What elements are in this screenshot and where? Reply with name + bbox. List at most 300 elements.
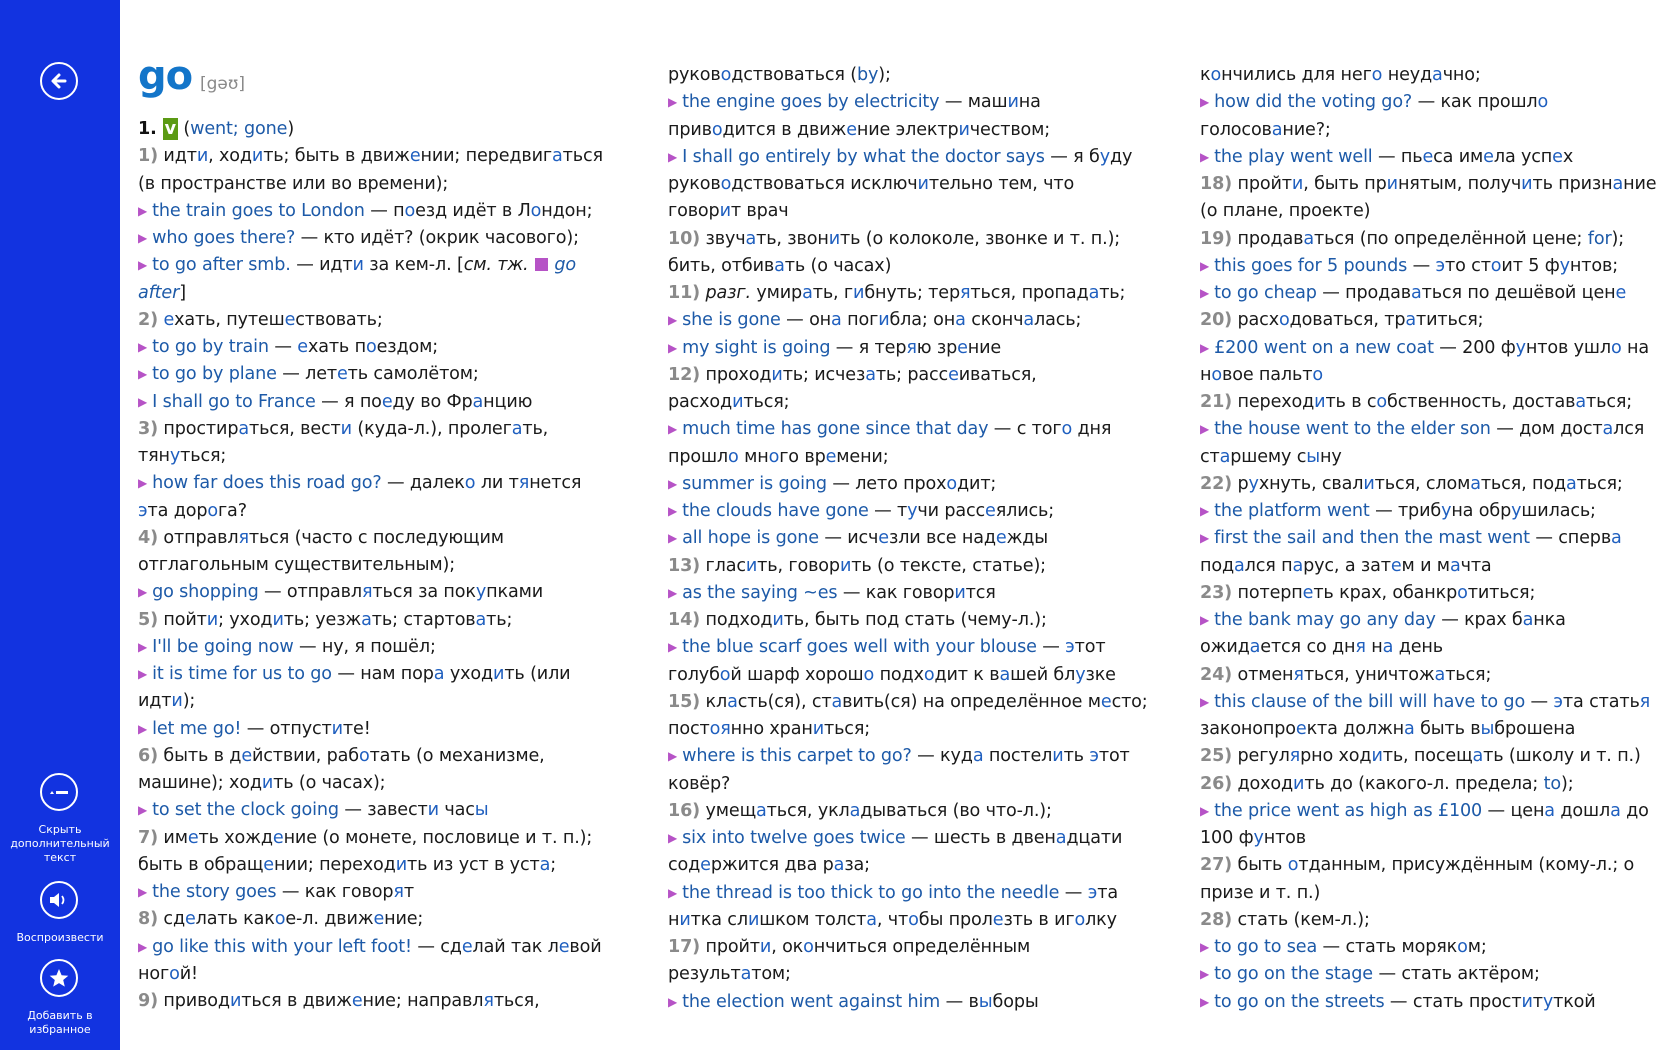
translation-text: быть bbox=[1232, 855, 1288, 876]
stress-vowel: е bbox=[351, 991, 363, 1011]
stress-vowel: о bbox=[711, 119, 723, 140]
stress-vowel: э bbox=[1089, 746, 1099, 767]
translation-text: ть (о колоколе, звонке и т. п.); bbox=[840, 228, 1121, 249]
stress-vowel: е bbox=[995, 528, 1007, 549]
translation-text: иваться, bbox=[958, 364, 1037, 385]
example-link[interactable]: the bank may go any day bbox=[1214, 610, 1436, 630]
example-marker-icon: ▶ bbox=[138, 394, 148, 409]
article-line bbox=[1200, 798, 1649, 825]
translation-text: идт bbox=[138, 691, 172, 712]
article-column-1 bbox=[138, 0, 648, 1050]
translation-text: ться, слом bbox=[1374, 473, 1471, 494]
stress-vowel: и bbox=[732, 392, 744, 412]
translation-text: — как говор bbox=[276, 882, 394, 902]
example-marker-icon: ▶ bbox=[1200, 286, 1210, 300]
translation-text: ние bbox=[967, 337, 1002, 358]
translation-text: ть из уст в уст bbox=[407, 854, 540, 875]
article-line bbox=[1200, 89, 1548, 116]
translation-text: к bbox=[1200, 65, 1211, 85]
example-marker-icon: ▶ bbox=[668, 640, 678, 655]
article-line bbox=[668, 553, 1046, 580]
example-marker-icon: ▶ bbox=[668, 313, 678, 328]
example-link[interactable]: how did the voting go? bbox=[1214, 92, 1413, 113]
example-marker-icon: ▶ bbox=[1200, 803, 1210, 818]
translation-text: умир bbox=[750, 283, 803, 303]
example-link[interactable]: the house went to the elder son bbox=[1214, 419, 1491, 440]
sense-number: 21) bbox=[1200, 392, 1233, 412]
stress-vowel: е bbox=[381, 391, 393, 412]
sense-number: 12) bbox=[668, 364, 701, 385]
translation-text: сд bbox=[157, 909, 185, 930]
translation-text: шком толст bbox=[759, 909, 867, 930]
example-link[interactable]: I'll be going now bbox=[152, 636, 294, 657]
stress-vowel: о bbox=[1457, 582, 1468, 603]
stress-vowel: о bbox=[274, 909, 286, 930]
translation-text: законопро bbox=[1200, 719, 1296, 739]
example-link[interactable]: the thread is too thick to go into the needle bbox=[682, 882, 1060, 903]
translation-text: , ок bbox=[771, 937, 804, 957]
translation-text: сконч bbox=[965, 310, 1024, 331]
stress-vowel: э bbox=[1065, 637, 1075, 658]
translation-text: сод bbox=[668, 855, 701, 876]
example-marker-icon: ▶ bbox=[138, 231, 148, 245]
article-line bbox=[668, 144, 1132, 171]
translation-text: доваться, тр bbox=[1289, 310, 1406, 331]
translation-text: на bbox=[1018, 92, 1041, 113]
stress-vowel: а bbox=[740, 964, 752, 985]
example-link[interactable]: this clause of the bill will have to go bbox=[1214, 691, 1526, 712]
stress-vowel: е bbox=[187, 827, 199, 848]
stress-vowel: о bbox=[404, 200, 416, 221]
translation-text: лать как bbox=[195, 909, 275, 930]
stress-vowel: у bbox=[1075, 664, 1086, 685]
stress-vowel: я bbox=[1639, 691, 1651, 712]
sense-number: 1) bbox=[138, 146, 158, 167]
example-link[interactable]: the price went as high as £100 bbox=[1214, 800, 1483, 821]
stress-vowel: я bbox=[518, 473, 530, 494]
translation-text: — bbox=[268, 337, 298, 357]
article-column-3 bbox=[1200, 0, 1680, 1050]
article-line bbox=[1200, 117, 1331, 144]
stress-vowel: а bbox=[1404, 719, 1415, 739]
translation-text: дцати bbox=[1066, 828, 1123, 848]
translation-text: ; уход bbox=[218, 609, 273, 630]
example-marker-icon: ▶ bbox=[668, 885, 678, 900]
translation-text: бнуть; тер bbox=[864, 283, 960, 303]
example-link[interactable]: as the saying ~es bbox=[682, 582, 838, 603]
translation-text: сто; bbox=[1111, 691, 1148, 712]
article-line bbox=[668, 89, 1041, 116]
translation-text: тот bbox=[1098, 746, 1130, 767]
translation-text: лся п bbox=[1244, 555, 1293, 576]
part-of-speech-badge[interactable]: v bbox=[164, 119, 176, 139]
translation-text: те! bbox=[342, 718, 371, 739]
stress-vowel: э bbox=[1087, 882, 1098, 903]
translation-text: проход bbox=[700, 364, 772, 385]
article-line bbox=[138, 770, 385, 797]
example-link[interactable]: to bbox=[1543, 773, 1562, 794]
stress-vowel: и bbox=[493, 664, 505, 684]
stress-vowel: е bbox=[1302, 582, 1314, 603]
translation-text: кта должн bbox=[1306, 719, 1405, 739]
stress-vowel: и bbox=[954, 582, 966, 603]
example-link[interactable]: £200 went on a new coat bbox=[1214, 337, 1434, 358]
example-marker-icon: ▶ bbox=[1200, 994, 1210, 1009]
translation-text: — завест bbox=[338, 800, 428, 821]
example-link[interactable]: the blue scarf goes well with your blouse bbox=[682, 637, 1037, 658]
translation-text: — т bbox=[868, 501, 908, 521]
stress-vowel: е bbox=[336, 364, 348, 385]
article-line bbox=[138, 825, 592, 852]
example-marker-icon: ▶ bbox=[138, 721, 148, 736]
article-line bbox=[138, 307, 383, 334]
article-line bbox=[138, 879, 414, 906]
sense-number: 18) bbox=[1200, 174, 1233, 194]
stress-vowel: е bbox=[825, 446, 837, 467]
example-link[interactable]: to go to sea bbox=[1214, 937, 1318, 957]
example-link[interactable]: all hope is gone bbox=[682, 528, 819, 549]
stress-vowel: и bbox=[679, 909, 691, 930]
translation-text: подх bbox=[874, 664, 924, 685]
example-link[interactable]: my sight is going bbox=[682, 337, 831, 358]
translation-text: ние; bbox=[384, 909, 424, 930]
stress-vowel: а bbox=[1088, 283, 1100, 303]
article-line bbox=[138, 634, 436, 661]
article-line bbox=[1200, 307, 1483, 334]
translation-text: — bbox=[1525, 691, 1554, 712]
translation-text: быть в д bbox=[157, 745, 242, 766]
stress-vowel: а bbox=[1271, 119, 1283, 140]
translation-text: им bbox=[157, 827, 188, 848]
stress-vowel: у bbox=[1559, 255, 1570, 276]
article-line bbox=[138, 988, 540, 1015]
translation-text: , чт bbox=[876, 909, 909, 930]
translation-text: нется bbox=[529, 473, 582, 494]
translation-text: — сд bbox=[411, 936, 462, 957]
example-marker-icon: ▶ bbox=[668, 749, 678, 764]
translation-text: ли т bbox=[475, 473, 519, 494]
stress-vowel: а bbox=[1544, 800, 1555, 821]
example-link[interactable]: this goes for 5 pounds bbox=[1214, 255, 1408, 276]
article-line bbox=[668, 852, 870, 879]
sense-number: 17) bbox=[668, 937, 701, 957]
stress-vowel: е bbox=[184, 909, 196, 930]
stress-vowel: и bbox=[839, 555, 852, 576]
example-link[interactable]: to set the clock going bbox=[152, 800, 339, 821]
example-link[interactable]: I shall go entirely by what the doctor says bbox=[682, 146, 1045, 167]
example-marker-icon: ▶ bbox=[668, 476, 678, 491]
translation-text: машине); ход bbox=[138, 773, 262, 793]
translation-text: ние (о монете, пословице и т. п.); bbox=[283, 827, 593, 848]
translation-text: хать п bbox=[307, 337, 366, 357]
stress-vowel: а bbox=[831, 691, 843, 712]
example-link[interactable]: the story goes bbox=[152, 882, 277, 902]
translation-text: лась; bbox=[1034, 310, 1082, 331]
stress-vowel: а bbox=[1522, 610, 1534, 630]
article-line bbox=[1200, 716, 1575, 743]
translation-text: прошл bbox=[668, 446, 729, 467]
example-link[interactable]: she is gone bbox=[682, 310, 781, 331]
example-link[interactable]: first the sail and then the mast went bbox=[1214, 528, 1530, 549]
sense-number: 13) bbox=[668, 555, 701, 576]
example-link[interactable]: go shopping bbox=[152, 582, 259, 603]
stress-vowel: ы bbox=[1306, 446, 1321, 467]
stress-vowel: а bbox=[1219, 446, 1231, 467]
example-link[interactable]: to go after smb. bbox=[152, 255, 291, 276]
translation-text: ться; bbox=[1445, 664, 1492, 685]
translation-text: ться в движ bbox=[241, 991, 352, 1011]
add-favorite-label-line: избранное bbox=[29, 1023, 91, 1036]
article-line bbox=[138, 280, 186, 307]
example-marker-icon: ▶ bbox=[1200, 531, 1210, 546]
translation-text: потерп bbox=[1232, 582, 1303, 603]
example-link[interactable]: to go by train bbox=[152, 337, 269, 357]
translation-text: лся bbox=[1613, 419, 1645, 440]
article-line bbox=[138, 607, 512, 634]
stress-vowel: ы bbox=[1480, 719, 1495, 739]
translation-text: продав bbox=[1232, 228, 1304, 249]
stress-vowel: е bbox=[163, 309, 175, 330]
translation-text: ть (о часах) bbox=[784, 255, 892, 276]
example-link[interactable]: by bbox=[856, 65, 879, 85]
label-italic: см. тж. bbox=[463, 255, 529, 276]
stress-vowel: я bbox=[238, 527, 249, 548]
translation-text: ться, вест bbox=[248, 418, 341, 439]
translation-text: дствоваться ( bbox=[731, 65, 857, 85]
translation-text: — ну, я пошёл; bbox=[293, 636, 436, 657]
stress-vowel: е bbox=[1422, 146, 1434, 167]
example-link[interactable]: to go on the stage bbox=[1214, 964, 1373, 985]
translation-text: дошл bbox=[1554, 800, 1611, 821]
article-line bbox=[138, 498, 247, 525]
example-link[interactable]: much time has gone since that day bbox=[682, 419, 989, 440]
example-link[interactable]: how far does this road go? bbox=[152, 473, 382, 494]
stress-vowel: ы bbox=[474, 800, 489, 821]
translation-text: регул bbox=[1232, 746, 1290, 767]
translation-text: за; bbox=[844, 855, 870, 876]
example-link[interactable]: the election went against him bbox=[682, 991, 941, 1012]
example-link[interactable]: six into twelve goes twice bbox=[682, 828, 906, 848]
translation-text: ться; bbox=[1576, 473, 1623, 494]
stress-vowel: а bbox=[831, 310, 842, 331]
article-line bbox=[668, 989, 1039, 1016]
stress-vowel: а bbox=[727, 691, 738, 712]
sense-number: 19) bbox=[1200, 228, 1233, 249]
stress-vowel: о bbox=[1537, 92, 1549, 113]
translation-text: вить(ся) на определённое м bbox=[842, 691, 1101, 712]
stress-vowel: я bbox=[393, 882, 404, 902]
translation-text: ткой bbox=[1553, 991, 1596, 1012]
example-marker-icon: ▶ bbox=[1200, 967, 1210, 982]
stress-vowel: е bbox=[878, 528, 889, 549]
article-line bbox=[1200, 634, 1443, 661]
translation-text: ться; bbox=[180, 446, 227, 466]
article-line bbox=[668, 117, 1050, 144]
article-line bbox=[668, 226, 1120, 253]
stress-vowel: а bbox=[1382, 637, 1394, 658]
example-link[interactable]: the clouds have gone bbox=[682, 501, 869, 521]
translation-text: ть, быть под стать (чему-л.); bbox=[783, 610, 1047, 630]
translation-text: го вр bbox=[779, 446, 826, 467]
stress-vowel: я bbox=[959, 283, 971, 303]
example-link[interactable]: to go cheap bbox=[1214, 283, 1317, 303]
example-marker-icon: ▶ bbox=[668, 585, 678, 600]
article-line bbox=[1200, 553, 1492, 580]
cross-reference-icon bbox=[535, 258, 548, 271]
translation-text: ю зр bbox=[916, 337, 958, 358]
translation-text: том; bbox=[751, 964, 791, 985]
translation-text: прив bbox=[668, 119, 712, 140]
article-line bbox=[138, 579, 543, 606]
example-link[interactable]: the platform went bbox=[1214, 501, 1370, 521]
article-line bbox=[138, 334, 438, 361]
translation-text: расход bbox=[668, 392, 733, 412]
translation-text: — в bbox=[940, 991, 979, 1012]
translation-text: нтов bbox=[1263, 828, 1307, 848]
stress-vowel: а bbox=[552, 146, 563, 167]
stress-vowel: и bbox=[171, 691, 183, 712]
translation-text: (в пространстве или во времени); bbox=[138, 173, 449, 194]
article-line bbox=[1200, 743, 1641, 770]
stress-vowel: и bbox=[261, 773, 274, 793]
translation-text: постел bbox=[983, 746, 1053, 767]
stress-vowel: о bbox=[728, 446, 739, 467]
translation-text: ться (по определённой цене; bbox=[1314, 228, 1588, 249]
article-line bbox=[1200, 907, 1370, 934]
example-link[interactable]: who goes there? bbox=[152, 228, 296, 248]
stress-vowel: е bbox=[1483, 146, 1494, 167]
translation-text: чно; bbox=[1442, 65, 1481, 85]
example-link[interactable]: I shall go to France bbox=[152, 391, 316, 412]
translation-text: бственность, достав bbox=[1387, 392, 1576, 412]
translation-text: — идт bbox=[290, 255, 353, 276]
translation-text: — сперв bbox=[1529, 528, 1612, 549]
example-link[interactable]: went; gone bbox=[190, 119, 288, 139]
stress-vowel: я bbox=[1289, 746, 1301, 767]
translation-text: умещ bbox=[700, 800, 757, 821]
example-link[interactable]: the train goes to London bbox=[152, 200, 365, 221]
translation-text: шей бл bbox=[1010, 664, 1076, 685]
stress-vowel: ы bbox=[978, 991, 993, 1012]
sense-number: 16) bbox=[668, 800, 701, 821]
translation-text: день bbox=[1393, 637, 1443, 658]
stress-vowel: а bbox=[238, 418, 249, 439]
stress-vowel: о bbox=[720, 65, 732, 85]
translation-text: нка bbox=[1533, 610, 1566, 630]
translation-text: тка сл bbox=[690, 909, 748, 930]
translation-text: ть; стартов bbox=[371, 609, 476, 630]
translation-text: пками bbox=[486, 582, 543, 603]
stress-vowel: о bbox=[169, 963, 180, 984]
stress-vowel: е bbox=[948, 364, 959, 385]
stress-vowel: у bbox=[1441, 501, 1452, 521]
example-marker-icon: ▶ bbox=[668, 531, 678, 546]
example-link[interactable]: it is time for us to go bbox=[152, 664, 332, 684]
example-link[interactable]: summer is going bbox=[682, 473, 827, 494]
example-marker-icon: ▶ bbox=[1200, 258, 1210, 273]
example-link[interactable]: to go on the streets bbox=[1214, 991, 1385, 1012]
stress-vowel: а bbox=[1611, 528, 1622, 549]
example-link[interactable]: where is this carpet to go? bbox=[682, 746, 912, 767]
article-line bbox=[138, 198, 592, 225]
stress-vowel: и bbox=[1521, 991, 1533, 1012]
example-marker-icon: ▶ bbox=[138, 340, 148, 354]
cross-reference-link[interactable]: go bbox=[554, 255, 577, 276]
translation-text: ется со дн bbox=[1260, 637, 1356, 658]
example-marker-icon: ▶ bbox=[138, 803, 148, 818]
translation-text: ться (часто с последующим bbox=[248, 527, 504, 548]
example-marker-icon: ▶ bbox=[668, 340, 678, 355]
stress-vowel: у bbox=[907, 501, 918, 521]
stress-vowel: е bbox=[1390, 555, 1402, 576]
translation-text: — п bbox=[364, 200, 405, 221]
translation-text: мени; bbox=[836, 446, 889, 467]
translation-text: ] bbox=[179, 282, 186, 303]
translation-text: м и м bbox=[1401, 555, 1450, 576]
stress-vowel: и bbox=[771, 364, 783, 385]
article-line bbox=[1200, 498, 1596, 525]
example-link[interactable]: the play went well bbox=[1214, 146, 1373, 167]
article-line bbox=[1200, 771, 1574, 798]
translation-text: ла усп bbox=[1493, 146, 1553, 167]
example-marker-icon: ▶ bbox=[138, 885, 148, 899]
translation-text: мн bbox=[738, 446, 769, 467]
stress-vowel: э bbox=[138, 500, 148, 521]
translation-text: ться; bbox=[743, 392, 790, 412]
translation-text: уход bbox=[444, 664, 494, 684]
stress-vowel: у bbox=[1515, 337, 1526, 358]
translation-text: й шарф хорош bbox=[730, 664, 864, 685]
article-line bbox=[138, 416, 548, 443]
translation-text: ну bbox=[1320, 446, 1342, 467]
stress-vowel: а bbox=[511, 418, 523, 439]
stress-vowel: а bbox=[756, 800, 767, 821]
stress-vowel: е bbox=[1552, 146, 1563, 167]
stress-vowel: и bbox=[719, 201, 731, 222]
translation-text: ние электр bbox=[856, 119, 959, 140]
translation-text: ться, под bbox=[1480, 473, 1566, 494]
stress-vowel: о bbox=[923, 664, 935, 685]
article-line bbox=[138, 716, 371, 743]
example-link[interactable]: to go by plane bbox=[152, 364, 277, 385]
article-line bbox=[668, 662, 1116, 689]
translation-text: ть самолётом; bbox=[347, 364, 479, 385]
article-line bbox=[138, 797, 489, 824]
sense-number: 28) bbox=[1200, 909, 1233, 930]
stress-vowel: е bbox=[409, 146, 421, 167]
translation-text: привод bbox=[157, 991, 230, 1011]
cross-reference-link[interactable]: after bbox=[138, 282, 180, 303]
translation-text: быть в bbox=[1414, 719, 1481, 739]
example-link[interactable]: for bbox=[1587, 228, 1612, 249]
article-line bbox=[1200, 389, 1632, 416]
translation-text: ); bbox=[182, 691, 196, 712]
stress-vowel: а bbox=[539, 854, 551, 875]
translation-text: чи расс bbox=[917, 501, 986, 521]
translation-text: ит 5 ф bbox=[1501, 255, 1560, 276]
article-line bbox=[668, 716, 870, 743]
example-link[interactable]: let me go! bbox=[152, 718, 242, 739]
stress-vowel: о bbox=[1278, 310, 1290, 331]
article-line bbox=[1200, 825, 1306, 852]
translation-text: га? bbox=[217, 500, 247, 521]
translation-text: та bbox=[1097, 882, 1118, 903]
article-line bbox=[1200, 171, 1656, 198]
translation-text: нчиться определённым bbox=[813, 937, 1031, 957]
example-link[interactable]: go like this with your left foot! bbox=[152, 936, 412, 957]
example-link[interactable]: the engine goes by electricity bbox=[682, 92, 940, 113]
stress-vowel: у bbox=[475, 582, 487, 603]
